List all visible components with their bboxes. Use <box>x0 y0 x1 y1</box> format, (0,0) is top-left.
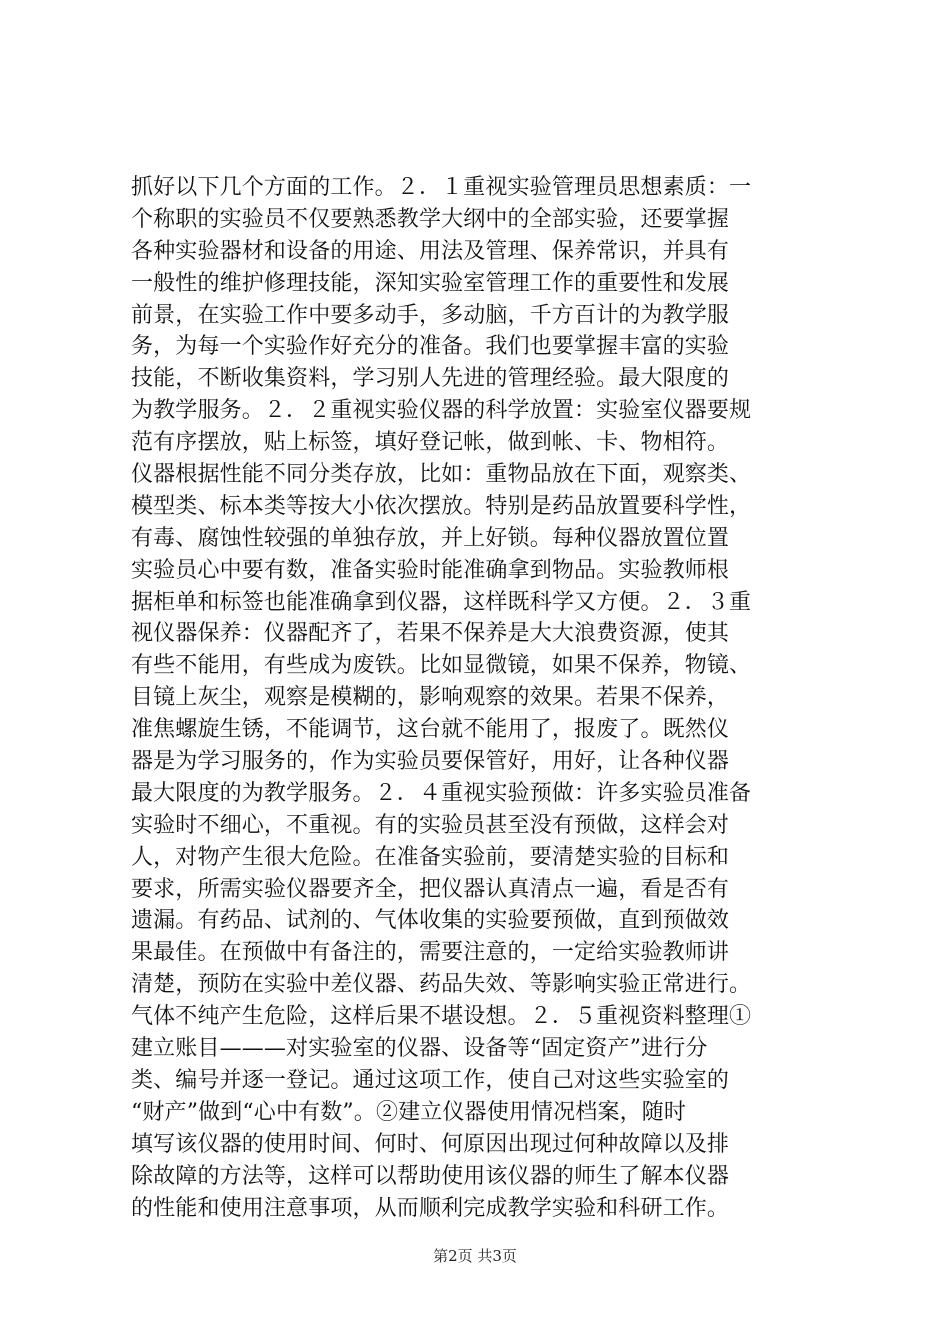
body-text <box>131 172 831 1224</box>
text-line: 据柜单和标签也能准确拿到仪器，这样既科学又方便。２．３重 <box>131 589 752 615</box>
text-line: 仪器根据性能不同分类存放，比如：重物品放在下面，观察类、 <box>131 462 752 488</box>
text-line: 实验员心中要有数，准备实验时能准确拿到物品。实验教师根 <box>131 557 730 583</box>
text-line: 前景，在实验工作中要多动手，多动脑，千方百计的为教学服 <box>131 302 730 328</box>
text-line: 实验时不细心，不重视。有的实验员甚至没有预做，这样会对 <box>131 812 730 838</box>
text-line: 技能，不断收集资料，学习别人先进的管理经验。最大限度的 <box>131 366 730 392</box>
text-line: 气体不纯产生危险，这样后果不堪设想。２．５重视资料整理① <box>131 1004 752 1030</box>
text-line: 抓好以下几个方面的工作。２．１重视实验管理员思想素质：一 <box>131 175 752 200</box>
text-line: 个称职的实验员不仅要熟悉教学大纲中的全部实验，还要掌握 <box>131 206 730 232</box>
text-line: 范有序摆放，贴上标签，填好登记帐，做到帐、卡、物相符。 <box>131 430 730 456</box>
text-line: 要求，所需实验仪器要齐全，把仪器认真清点一遍，看是否有 <box>131 876 730 902</box>
text-line: 各种实验器材和设备的用途、用法及管理、保养常识，并具有 <box>131 238 730 264</box>
text-line: 视仪器保养：仪器配齐了，若果不保养是大大浪费资源，使其 <box>131 621 730 647</box>
text-line: 的性能和使用注意事项，从而顺利完成教学实验和科研工作。 <box>131 1195 730 1221</box>
text-line: 除故障的方法等，这样可以帮助使用该仪器的师生了解本仪器 <box>131 1163 730 1189</box>
text-line: 一般性的维护修理技能，深知实验室管理工作的重要性和发展 <box>131 270 730 296</box>
text-line: “财产”做到“心中有数”。②建立仪器使用情况档案，随时 <box>131 1099 687 1125</box>
text-line: 模型类、标本类等按大小依次摆放。特别是药品放置要科学性， <box>131 493 752 519</box>
text-line: 填写该仪器的使用时间、何时、何原因出现过何种故障以及排 <box>131 1131 730 1157</box>
page-number-footer: 第2页 共3页 <box>433 1247 517 1265</box>
text-line: 最大限度的为教学服务。２．４重视实验预做：许多实验员准备 <box>131 780 752 806</box>
text-line: 人，对物产生很大危险。在准备实验前，要清楚实验的目标和 <box>131 844 730 870</box>
text-line: 果最佳。在预做中有备注的，需要注意的，一定给实验教师讲 <box>131 940 730 966</box>
text-line: 有毒、腐蚀性较强的单独存放，并上好锁。每种仪器放置位置 <box>131 525 730 551</box>
text-line: 建立账目———对实验室的仪器、设备等“固定资产”进行分 <box>131 1036 708 1062</box>
text-line: 类、编号并逐一登记。通过这项工作，使自己对这些实验室的 <box>131 1067 730 1093</box>
text-line: 目镜上灰尘，观察是模糊的，影响观察的效果。若果不保养， <box>131 685 730 711</box>
text-line: 遗漏。有药品、试剂的、气体收集的实验要预做，直到预做效 <box>131 908 730 934</box>
text-line: 器是为学习服务的，作为实验员要保管好，用好，让各种仪器 <box>131 749 730 775</box>
text-line: 为教学服务。２．２重视实验仪器的科学放置：实验室仪器要规 <box>131 398 752 424</box>
text-line: 清楚，预防在实验中差仪器、药品失效、等影响实验正常进行。 <box>131 972 752 998</box>
text-line: 有些不能用，有些成为废铁。比如显微镜，如果不保养，物镜、 <box>131 653 752 679</box>
text-line: 准焦螺旋生锈，不能调节，这台就不能用了，报废了。既然仪 <box>131 717 730 743</box>
text-line: 务，为每一个实验作好充分的准备。我们也要掌握丰富的实验 <box>131 334 730 360</box>
